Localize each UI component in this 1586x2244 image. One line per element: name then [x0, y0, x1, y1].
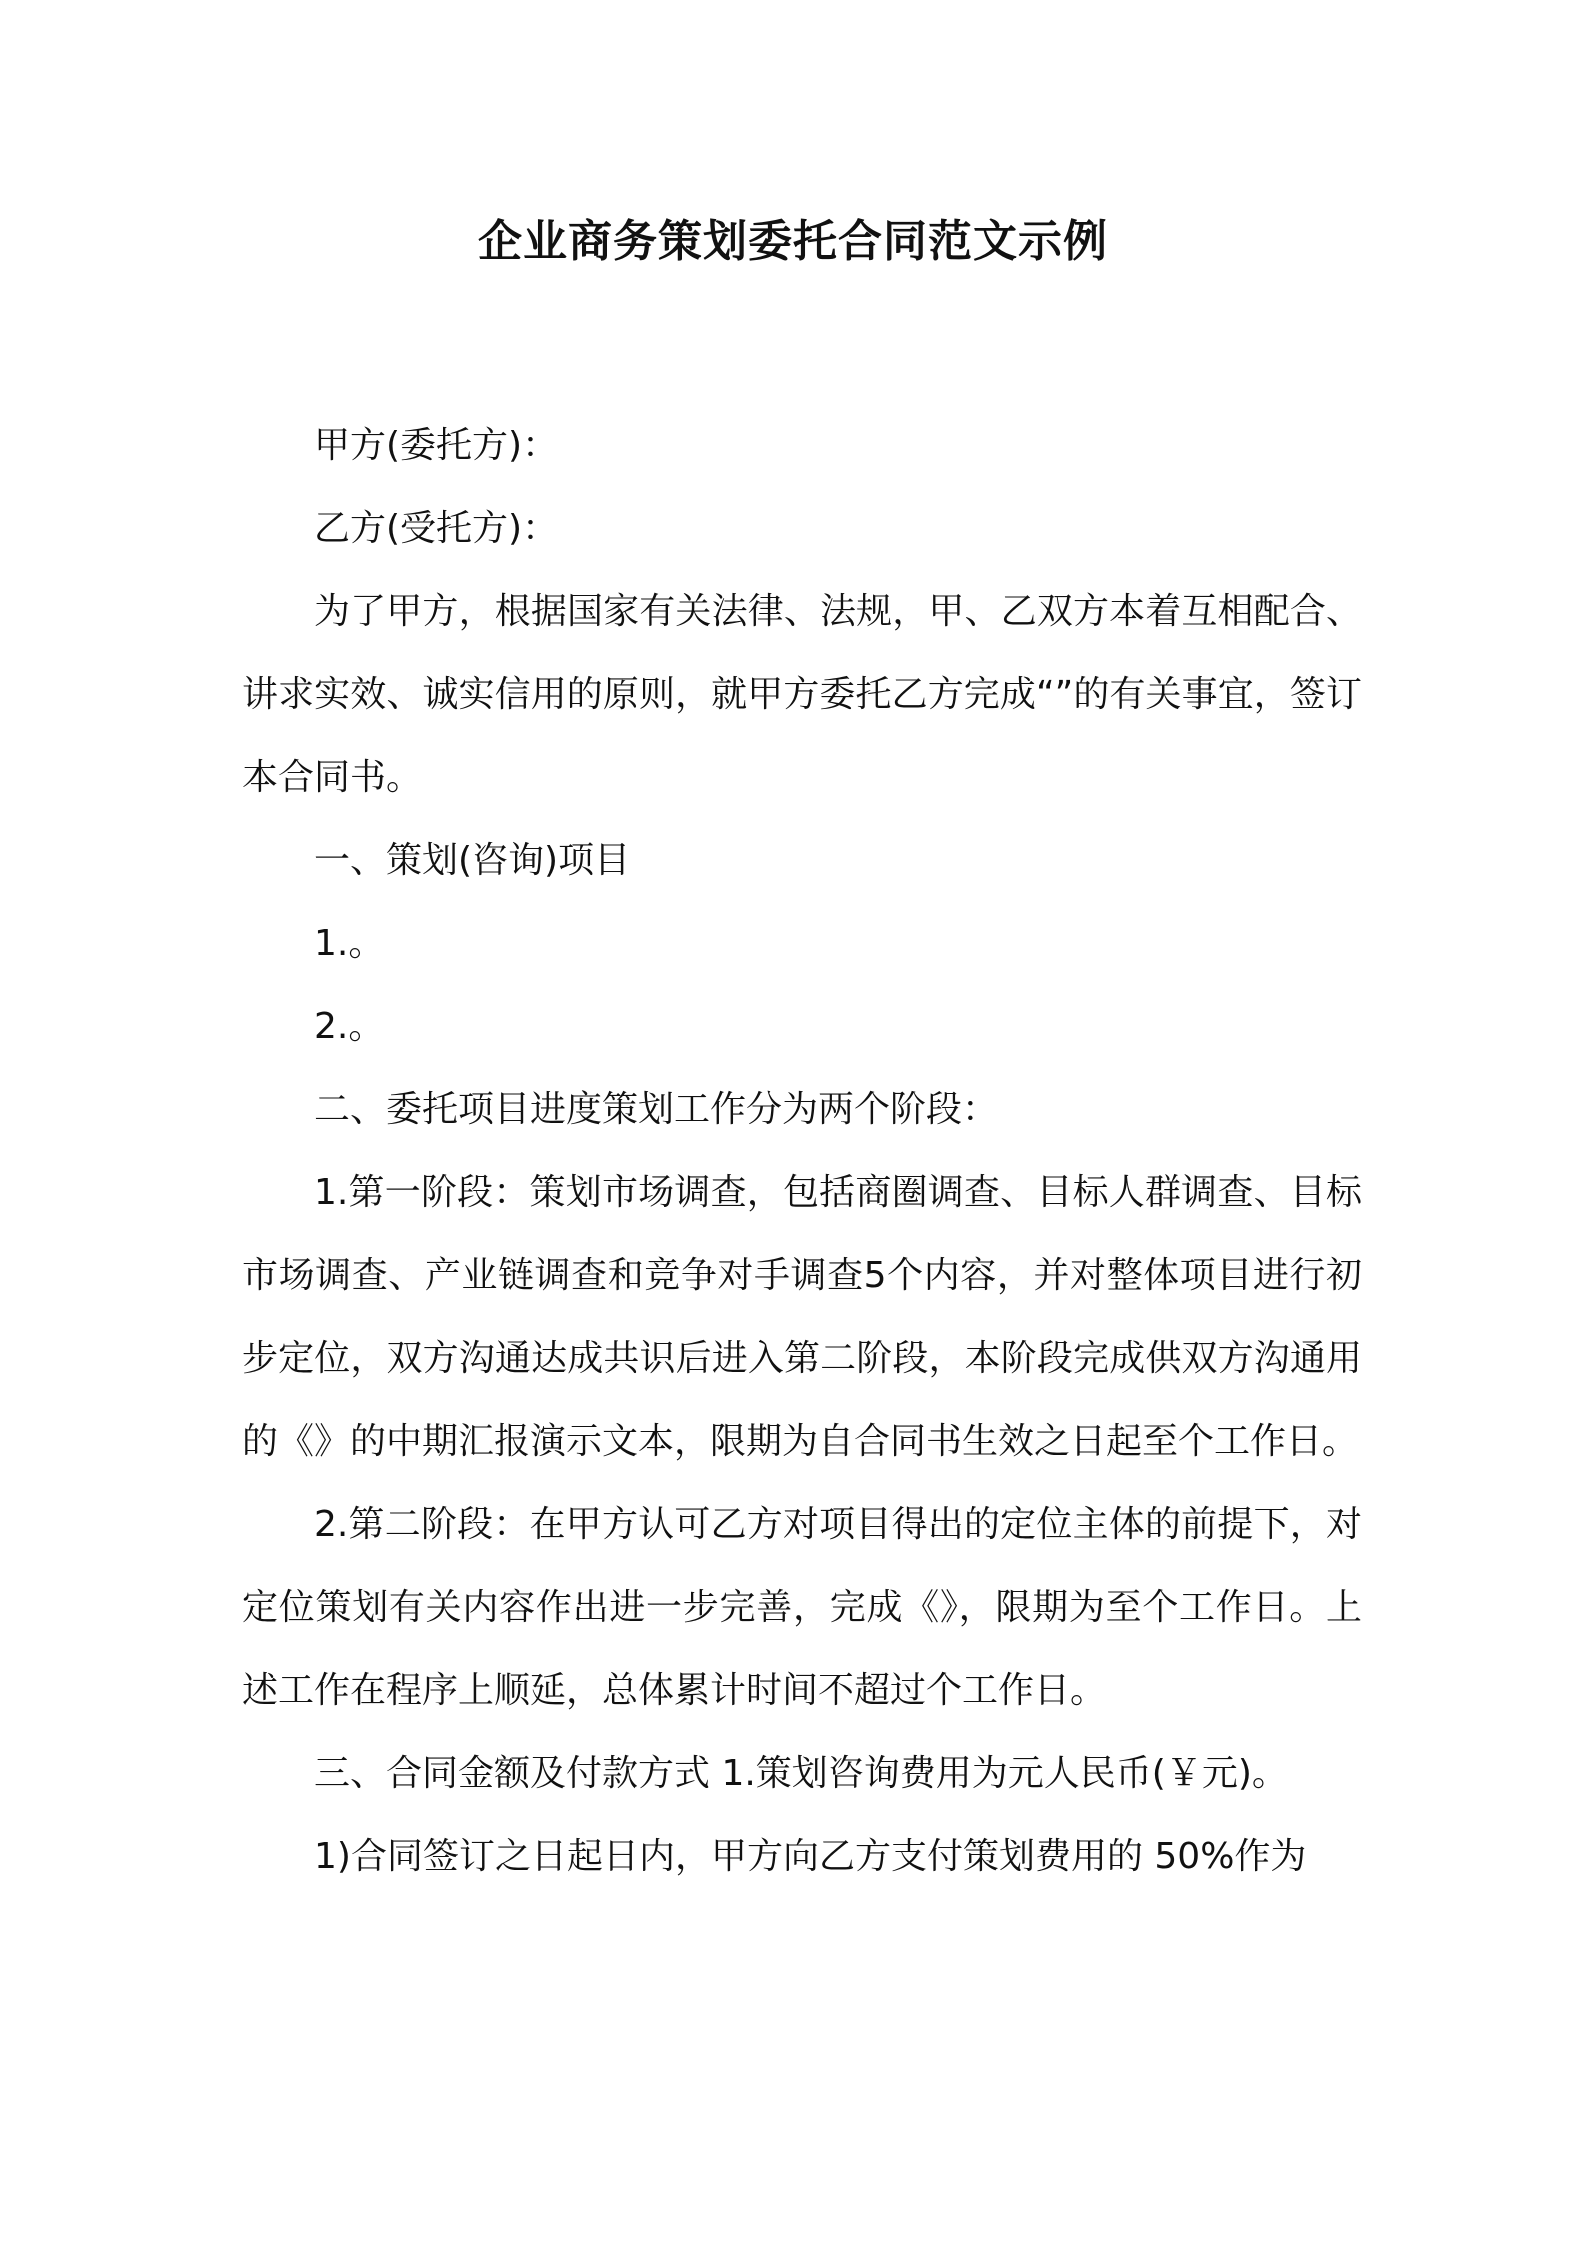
stage-two-paragraph: 2.第二阶段：在甲方认可乙方对项目得出的定位主体的前提下，对定位策划有关内容作出进一步完善，完成《》，限期为至个工作日。上述工作在程序上顺延，总体累计时间不超过个工作日。: [242, 1504, 1362, 1711]
stage-one-paragraph: 1.第一阶段：策划市场调查，包括商圈调查、目标人群调查、目标市场调查、产业链调查和竞争对手调查5个内容，并对整体项目进行初步定位，双方沟通达成共识后进入第二阶段，本阶段完成供双方沟通用的《》的中期汇报演示文本，限期为自合同书生效之日起至个工作日。: [242, 1172, 1362, 1462]
section-heading-2: 二、委托项目进度策划工作分为两个阶段：: [314, 1089, 999, 1130]
document-title: 企业商务策划委托合同范文示例: [478, 216, 1108, 267]
list-item: 1.。: [314, 923, 385, 964]
section-heading-3: 三、合同金额及付款方式 1.策划咨询费用为元人民币(￥元)。: [314, 1753, 1288, 1794]
party-b-line: 乙方(受托方)：: [314, 508, 559, 549]
party-a-line: 甲方(委托方)：: [314, 425, 559, 466]
preamble-paragraph: 为了甲方，根据国家有关法律、法规，甲、乙双方本着互相配合、讲求实效、诚实信用的原则，就甲方委托乙方完成“”的有关事宜，签订本合同书。: [242, 591, 1362, 798]
list-item: 2.。: [314, 1006, 385, 1047]
section-heading-1: 一、策划(咨询)项目: [314, 840, 631, 881]
document-body: [242, 404, 1362, 1898]
payment-clause-paragraph: 1)合同签订之日起日内，甲方向乙方支付策划费用的 50%作为: [314, 1836, 1307, 1877]
